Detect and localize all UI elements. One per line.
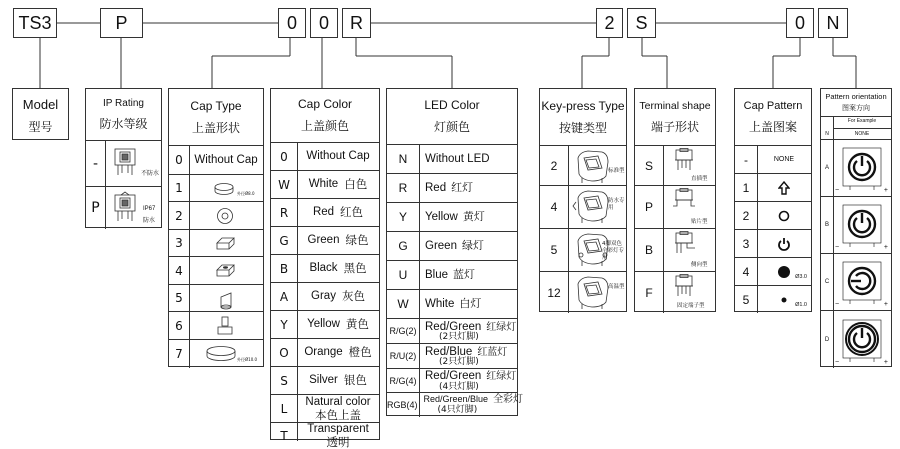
- orientation-example: For Example: [833, 118, 891, 129]
- code-box-keypress: 2: [596, 8, 623, 38]
- led-color-code: W: [397, 297, 409, 311]
- led-color-label: [419, 297, 517, 310]
- cap-type-code: 5: [175, 291, 183, 305]
- orientation-row: [821, 254, 891, 311]
- power-icon: [777, 237, 791, 251]
- cap-color-en: Transparent: [307, 423, 369, 436]
- led-color-label: [419, 320, 517, 343]
- terminal-header: [635, 89, 715, 146]
- led-color-sub: (4只灯脚): [437, 404, 478, 415]
- led-color-code: Y: [398, 210, 407, 224]
- led-color-en: Red/Blue: [425, 345, 473, 358]
- code-box-led: R: [342, 8, 371, 38]
- cap-color-cn: 绿色: [345, 233, 369, 248]
- cap-color-row: [271, 283, 379, 311]
- cap-color-cn: 本色上盖: [315, 407, 361, 422]
- led-color-row: [387, 290, 517, 319]
- orientation-header: [821, 89, 891, 117]
- cap-color-code: A: [279, 289, 289, 304]
- cap-color-en: White: [308, 178, 339, 191]
- terminal-en: Terminal shape: [639, 99, 711, 112]
- cap-pattern-row: [735, 174, 811, 202]
- led-color-row: [387, 344, 517, 369]
- terminal-code: F: [645, 285, 653, 300]
- led-color-row: [387, 145, 517, 174]
- led-color-en: Yellow: [425, 211, 458, 224]
- cap-color-row: [271, 367, 379, 395]
- cap-type-code: 7: [175, 347, 183, 361]
- cap-color-label: [297, 171, 379, 198]
- led-color-en: Without LED: [425, 153, 490, 166]
- cap-color-label: [297, 199, 379, 226]
- led-color-code: RGB(4): [387, 400, 418, 410]
- cap-type-code: 6: [175, 318, 183, 333]
- key-press-switch-icon: [572, 274, 614, 314]
- terminal-row: [635, 186, 715, 229]
- power-button-diagram-icon: [840, 317, 884, 363]
- terminal-note: 固定端子型: [677, 303, 705, 309]
- cap-color-row: [271, 227, 379, 255]
- cap-color-code: B: [279, 261, 289, 276]
- cap-color-cn: 透明: [326, 435, 350, 449]
- led-color-label: [419, 181, 517, 194]
- cap-color-en: Gray: [311, 290, 336, 303]
- code-box-orientation: N: [818, 8, 848, 38]
- led-color-cn: 蓝灯: [453, 268, 476, 282]
- led-color-en: Red/Green: [425, 320, 482, 333]
- cap-pattern-note: Ø1.0: [795, 302, 807, 308]
- key-press-note: 标准型: [608, 168, 625, 174]
- cap-color-en: Black: [309, 262, 338, 275]
- ip-rating-table: [85, 88, 162, 228]
- cap-color-row: [271, 311, 379, 339]
- cap-color-row: [271, 171, 379, 199]
- led-color-en: White: [425, 298, 455, 311]
- key-press-code: 5: [550, 243, 558, 257]
- pin-minus-label: −: [835, 187, 840, 194]
- terminal-note: 直插型: [691, 176, 708, 182]
- led-color-sub: (4只灯脚): [439, 381, 479, 392]
- cap-type-row: [169, 257, 263, 285]
- cap-type-row: [169, 146, 263, 175]
- led-color-label: [419, 369, 517, 392]
- orientation-code: N: [825, 130, 829, 137]
- led-color-en: LED Color: [424, 98, 480, 112]
- led-color-en: Red/Green/Blue: [423, 394, 489, 405]
- pin-plus-label: +: [883, 359, 888, 366]
- led-color-row: [387, 393, 524, 417]
- orientation-row: [821, 197, 891, 254]
- code-box-pattern: 0: [786, 8, 814, 38]
- dot-small-icon: [781, 297, 787, 303]
- led-color-code: R: [398, 181, 408, 195]
- orientation-row: [821, 128, 891, 140]
- model-box: [12, 88, 69, 140]
- cap-color-code: R: [279, 205, 289, 220]
- cap-stem-icon: [215, 315, 235, 341]
- orientation-cell: [833, 254, 891, 310]
- cap-pattern-cell: [757, 258, 811, 285]
- cap-type-row: [169, 285, 263, 312]
- led-color-row: [387, 319, 517, 344]
- cap-color-label: [297, 339, 379, 366]
- key-press-note: 高温型: [608, 284, 625, 290]
- led-color-label: [419, 152, 517, 165]
- led-color-en: Blue: [425, 269, 449, 282]
- terminal-code: B: [644, 243, 653, 257]
- led-color-table: [386, 88, 524, 416]
- cap-type-code: 3: [175, 236, 183, 250]
- led-color-cn: 红灯: [451, 181, 474, 195]
- key-press-row: [540, 272, 626, 313]
- cap-pattern-row: [735, 230, 811, 258]
- cap-type-header: [169, 89, 263, 146]
- cap-pattern-row: [735, 202, 811, 230]
- orientation-code: C: [824, 279, 830, 285]
- cap-pattern-cell: [757, 230, 811, 257]
- cap-pattern-cn: 上盖图案: [748, 119, 797, 134]
- cap-color-row: [271, 199, 379, 227]
- cap-pattern-cell: [757, 146, 811, 173]
- cap-color-cn: 黑色: [343, 261, 367, 276]
- power-button-diagram-icon: [840, 259, 884, 305]
- cap-color-en: Yellow: [307, 318, 340, 331]
- cap-color-cn: 红色: [340, 205, 364, 220]
- orientation-code: D: [824, 336, 830, 343]
- code-box-model: TS3: [13, 8, 57, 38]
- orientation-table: [820, 88, 892, 367]
- cap-color-header: [271, 89, 379, 143]
- terminal-pin-icon: [671, 188, 697, 218]
- cap-color-row: [271, 395, 379, 423]
- led-color-code: N: [398, 152, 408, 166]
- cap-color-code: L: [280, 401, 288, 416]
- terminal-row: [635, 272, 715, 313]
- cap-pattern-en: Cap Pattern: [743, 99, 803, 112]
- cap-color-en: Green: [307, 234, 340, 247]
- cap-color-code: S: [280, 373, 288, 388]
- terminal-code: S: [644, 158, 653, 173]
- code-box-ip: P: [100, 8, 143, 38]
- cap-color-row: [271, 255, 379, 283]
- cap-pattern-cell: [757, 174, 811, 201]
- dot-large-icon: [777, 265, 791, 279]
- cap-color-code: T: [280, 429, 288, 443]
- led-color-code: U: [398, 268, 408, 282]
- cap-color-cn: 橙色: [348, 345, 372, 360]
- led-color-label: [419, 345, 517, 368]
- cap-pattern-cell: [757, 202, 811, 229]
- model-en: Model: [22, 97, 59, 112]
- led-color-code: R/G(2): [389, 326, 417, 336]
- key-press-table: [539, 88, 627, 312]
- led-color-row: [387, 369, 517, 393]
- cap-color-code: G: [279, 233, 289, 248]
- led-color-code: G: [398, 239, 408, 253]
- cap-type-cn: 上盖形状: [191, 120, 240, 135]
- cap-pattern-code: 4: [742, 264, 750, 279]
- cap-color-en: Red: [312, 206, 335, 219]
- orientation-label: NONE: [854, 130, 870, 137]
- led-color-rows: [387, 145, 524, 417]
- key-press-code: 4: [550, 200, 558, 214]
- led-color-en: Green: [425, 240, 457, 253]
- led-color-header: [387, 89, 517, 145]
- pin-plus-label: +: [883, 187, 888, 194]
- key-press-note: 4脚双色全彩灯专用: [602, 241, 625, 262]
- cap-color-cn: 灰色: [341, 289, 365, 304]
- key-press-cn: 按键类型: [558, 120, 607, 135]
- cap-color-label: [297, 311, 379, 338]
- switch-waterproof-icon: [112, 191, 138, 227]
- ip-code: P: [86, 187, 106, 229]
- led-color-cn: 红蓝灯: [477, 346, 508, 358]
- code-box-cap-color: 0: [310, 8, 338, 38]
- cap-type-row: [169, 340, 263, 368]
- cap-color-cn: 白色: [344, 177, 368, 192]
- cap-type-row: [169, 230, 263, 257]
- code-box-terminal: S: [627, 8, 656, 38]
- led-color-code: R/U(2): [389, 351, 417, 361]
- cap-tall-angled-icon: [217, 287, 235, 315]
- terminal-note: 贴片型: [691, 219, 708, 225]
- cap-color-row: [271, 143, 379, 171]
- cap-color-label: [297, 395, 379, 422]
- cap-pattern-label: NONE: [773, 156, 795, 163]
- key-press-en: Key-press Type: [541, 98, 625, 113]
- led-color-sub: (2只灯脚): [439, 332, 479, 343]
- cap-type-note: 外径Ø10.0: [237, 357, 258, 362]
- key-press-row: [540, 146, 626, 186]
- cap-pattern-code: 5: [742, 292, 750, 307]
- cap-color-code: W: [278, 177, 290, 192]
- cap-pattern-header: [735, 89, 811, 146]
- cap-pattern-note: Ø3.0: [795, 274, 807, 280]
- cap-color-label: [297, 255, 379, 282]
- cap-color-en: Silver: [309, 374, 338, 387]
- cap-color-en: Without Cap: [306, 150, 370, 163]
- ip-note: 不防水: [141, 170, 160, 177]
- key-press-rows: [540, 146, 626, 313]
- cap-type-code: 4: [175, 263, 183, 278]
- led-color-row: [387, 174, 517, 203]
- led-color-cn: 白灯: [459, 297, 482, 311]
- cap-type-code: 2: [175, 208, 183, 223]
- led-color-label: [418, 395, 524, 415]
- orientation-cell: [833, 140, 891, 196]
- cap-pattern-code: 1: [742, 180, 750, 195]
- key-press-note: 防水专用: [608, 198, 625, 212]
- cap-color-label: [297, 423, 379, 449]
- cap-color-cn: 银色: [343, 373, 367, 388]
- ip-code: -: [86, 141, 106, 186]
- terminal-rows: [635, 146, 715, 313]
- orientation-rows: [821, 128, 891, 368]
- key-press-header: [540, 89, 626, 146]
- cap-round-icon: [213, 181, 235, 200]
- orientation-cell: [833, 311, 891, 368]
- up-arrow-icon: [778, 181, 790, 195]
- cap-color-code: O: [279, 345, 289, 360]
- cap-type-code: 1: [175, 181, 183, 195]
- cap-pattern-code: -: [744, 152, 748, 167]
- terminal-pin-icon: [671, 231, 697, 261]
- orientation-code: A: [824, 165, 829, 171]
- terminal-pin-icon: [671, 274, 697, 304]
- orientation-en: Pattern orientation: [825, 92, 887, 101]
- cap-pattern-code: 3: [742, 236, 750, 251]
- terminal-note: 侧向型: [691, 262, 708, 268]
- pin-plus-label: +: [883, 301, 888, 308]
- cap-type-row: [169, 312, 263, 340]
- cap-pattern-row: [735, 258, 811, 286]
- key-press-code: 12: [547, 285, 561, 300]
- orientation-cell: [833, 197, 891, 253]
- cap-type-label: Without Cap: [194, 154, 258, 166]
- code-box-cap-type: 0: [278, 8, 306, 38]
- terminal-cn: 端子形状: [650, 119, 699, 134]
- led-color-cn: 红绿灯: [486, 321, 517, 333]
- cap-pattern-table: [734, 88, 812, 312]
- led-color-row: [387, 261, 517, 290]
- cap-pattern-rows: [735, 146, 811, 313]
- led-color-en: Red/Green: [425, 370, 482, 383]
- cap-square-icon: [214, 235, 236, 257]
- led-color-label: [419, 239, 517, 252]
- pin-plus-label: +: [883, 244, 888, 251]
- cap-color-code: 0: [280, 149, 288, 164]
- cap-pattern-row: [735, 146, 811, 174]
- cap-color-cn: 黄色: [345, 317, 369, 332]
- led-color-en: Red: [425, 182, 447, 195]
- pin-minus-label: −: [835, 301, 840, 308]
- cap-square-dot-icon: [214, 262, 236, 284]
- model-cn: 型号: [28, 120, 53, 134]
- cap-color-code: Y: [280, 317, 288, 332]
- terminal-table: [634, 88, 716, 312]
- cap-color-en: Cap Color: [297, 97, 353, 111]
- power-button-diagram-icon: [840, 145, 884, 191]
- cap-pattern-row: [735, 286, 811, 313]
- led-color-cn: 灯颜色: [433, 120, 470, 134]
- led-color-label: [419, 268, 517, 281]
- orientation-code: B: [824, 222, 829, 228]
- led-color-cn: 红绿灯: [486, 371, 517, 383]
- cap-color-row: [271, 339, 379, 367]
- orientation-cn: 图案方向: [842, 104, 870, 112]
- cap-type-code: 0: [175, 153, 183, 167]
- orientation-cell: [833, 128, 891, 139]
- cap-type-note: 外径Ø8.0: [237, 191, 255, 196]
- cap-color-label: [297, 367, 379, 394]
- terminal-code: P: [644, 200, 653, 214]
- ip-rating-cn: 防水等级: [99, 116, 148, 131]
- cap-large-round-icon: [205, 345, 237, 367]
- key-press-code: 2: [550, 158, 558, 173]
- ip-rating-en: IP Rating: [103, 97, 144, 109]
- cap-color-en: Orange: [304, 346, 343, 359]
- cap-color-rows: [271, 143, 379, 449]
- cap-ring-icon: [215, 207, 235, 229]
- led-color-cn: 全彩灯: [493, 394, 524, 406]
- pin-minus-label: −: [835, 359, 840, 366]
- cap-color-label: [297, 283, 379, 310]
- led-color-cn: 绿灯: [461, 239, 484, 253]
- pin-minus-label: −: [835, 244, 840, 251]
- terminal-row: [635, 146, 715, 186]
- led-color-label: [419, 210, 517, 223]
- cap-color-table: [270, 88, 380, 449]
- key-press-row: [540, 229, 626, 272]
- cap-pattern-code: 2: [742, 208, 750, 223]
- cap-color-cn: 上盖颜色: [300, 119, 349, 133]
- power-button-diagram-icon: [840, 202, 884, 248]
- ip-note: IP67: [143, 206, 156, 212]
- cap-type-table: [168, 88, 264, 367]
- cap-pattern-cell: [757, 286, 811, 313]
- switch-icon: [112, 147, 138, 181]
- ip-row: [86, 187, 161, 229]
- led-color-row: [387, 232, 517, 261]
- cap-color-row: [271, 423, 379, 449]
- cap-color-en: Natural color: [305, 395, 371, 408]
- ip-note: 防水: [143, 217, 156, 224]
- led-color-code: R/G(4): [389, 375, 417, 386]
- ip-rating-header: [86, 89, 161, 141]
- ip-row: [86, 141, 161, 187]
- led-color-row: [387, 203, 517, 232]
- cap-type-row: [169, 175, 263, 202]
- cap-type-en: Cap Type: [190, 98, 242, 113]
- orientation-row: [821, 311, 891, 368]
- terminal-row: [635, 229, 715, 272]
- cap-color-label: [297, 143, 379, 170]
- key-press-row: [540, 186, 626, 229]
- cap-color-label: [297, 227, 379, 254]
- ring-icon: [778, 210, 790, 222]
- cap-type-row: [169, 202, 263, 230]
- orientation-row: [821, 140, 891, 197]
- led-color-sub: (2只灯脚): [439, 357, 479, 368]
- led-color-cn: 黄灯: [462, 210, 485, 224]
